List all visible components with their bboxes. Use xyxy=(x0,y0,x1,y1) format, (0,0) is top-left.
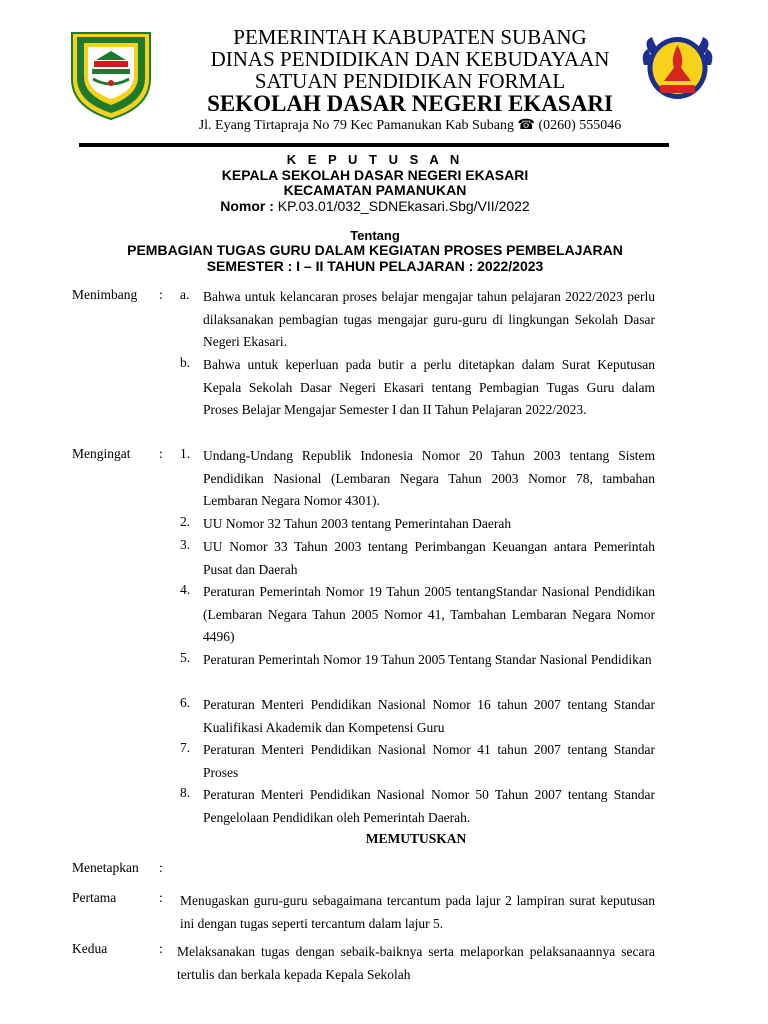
decree-number-label: Nomor : xyxy=(220,198,274,214)
letterhead-school-name: SEKOLAH DASAR NEGERI EKASARI xyxy=(207,91,613,116)
menimbang-label: Menimbang xyxy=(72,287,138,302)
menimbang-item-number: a. xyxy=(180,287,190,302)
letterhead-government: PEMERINTAH KABUPATEN SUBANG xyxy=(233,25,587,49)
letterhead-address-line xyxy=(150,117,670,134)
decree-subject-line2: SEMESTER : I – II TAHUN PELAJARAN : 2022/2023 xyxy=(206,258,544,274)
mengingat-item-text: Peraturan Menteri Pendidikan Nasional Nomor 16 tahun 2007 tentang Standar Kualifikasi Akademik dan Kompetensi Guru xyxy=(203,697,655,735)
telephone-icon: ☎ xyxy=(517,118,535,133)
subang-regency-emblem-icon xyxy=(68,27,154,121)
mengingat-item-number: 3. xyxy=(180,537,191,552)
address-text: Jl. Eyang Tirtapraja No 79 Kec Pamanukan Kab Subang xyxy=(198,118,515,133)
mengingat-item-number: 1. xyxy=(180,446,191,461)
decree-number-value: KP.03.01/032_SDNEkasari.Sbg/VII/2022 xyxy=(273,198,530,214)
mengingat-item-text: Undang-Undang Republik Indonesia Nomor 20 Tahun 2003 tentang Sistem Pendidikan Nasional (Lembaran Negara Tahun 2003 Nomor 78, tambahan Lembaran Negara Nomor 4301). xyxy=(203,448,655,509)
decree-about-label: Tentang xyxy=(350,228,400,243)
mengingat-colon: : xyxy=(159,446,163,461)
menimbang-colon: : xyxy=(159,287,163,302)
mengingat-item-text: Peraturan Menteri Pendidikan Nasional Nomor 41 tahun 2007 tentang Standar Proses xyxy=(203,742,655,780)
memutuskan-heading: MEMUTUSKAN xyxy=(365,831,467,846)
phone-number: (0260) 555046 xyxy=(538,118,622,133)
mengingat-item-text: UU Nomor 33 Tahun 2003 tentang Perimbangan Keuangan antara Pemerintah Pusat dan Daerah xyxy=(203,539,655,577)
kedua-text: Melaksanakan tugas dengan sebaik-baiknya serta melaporkan pelaksanaannya secara tertulis dan berkala kepada Kepala Sekolah xyxy=(177,944,655,982)
letterhead-department: DINAS PENDIDIKAN DAN KEBUDAYAAN xyxy=(210,47,610,71)
mengingat-item-text: Peraturan Pemerintah Nomor 19 Tahun 2005 Tentang Standar Nasional Pendidikan xyxy=(203,652,652,667)
pertama-colon: : xyxy=(159,890,163,905)
mengingat-item-number: 7. xyxy=(180,740,191,755)
letterhead-unit: SATUAN PENDIDIKAN FORMAL xyxy=(254,69,566,93)
mengingat-label: Mengingat xyxy=(72,446,131,461)
mengingat-item-text: UU Nomor 32 Tahun 2003 tentang Pemerintahan Daerah xyxy=(203,516,512,531)
pertama-label: Pertama xyxy=(72,890,117,905)
kedua-colon: : xyxy=(159,941,163,956)
mengingat-item-number: 2. xyxy=(180,514,191,529)
menetapkan-colon: : xyxy=(159,860,163,875)
menetapkan-label: Menetapkan xyxy=(72,860,139,875)
decree-number xyxy=(80,198,670,214)
letterhead-divider xyxy=(79,143,669,147)
pertama-text: Menugaskan guru-guru sebagaimana tercantum pada lajur 2 lampiran surat keputusan ini dengan tugas seperti tercantum dalam lajur 5. xyxy=(180,893,655,931)
kedua-label: Kedua xyxy=(72,941,108,956)
decree-issuer: KEPALA SEKOLAH DASAR NEGERI EKASARI xyxy=(221,167,529,183)
decree-subject-line1: PEMBAGIAN TUGAS GURU DALAM KEGIATAN PROSES PEMBELAJARAN xyxy=(127,242,623,258)
mengingat-item-text: Peraturan Menteri Pendidikan Nasional Nomor 50 Tahun 2007 tentang Standar Pengelolaan Pendidikan oleh Pemerintah Daerah. xyxy=(203,787,655,825)
menimbang-item-number: b. xyxy=(180,355,191,370)
mengingat-item-text: Peraturan Pemerintah Nomor 19 Tahun 2005 tentangStandar Nasional Pendidikan (Lembaran Negara Tahun 2005 Nomor 41, Tambahan Lembaran Negara Nomor 4496) xyxy=(203,584,655,645)
decree-title: K E P U T U S A N xyxy=(286,152,464,167)
mengingat-item-number: 6. xyxy=(180,695,191,710)
menimbang-item-text: Bahwa untuk keperluan pada butir a perlu ditetapkan dalam Surat Keputusan Kepala Sekolah Dasar Negeri Ekasari tentang Pembagian Tugas Guru dalam Proses Belajar Mengajar Semester I dan II Tahun Pelajaran 2022/2023. xyxy=(203,357,655,418)
decree-district: KECAMATAN PAMANUKAN xyxy=(283,182,467,198)
mengingat-item-number: 8. xyxy=(180,785,191,800)
mengingat-item-number: 4. xyxy=(180,582,191,597)
menimbang-item-text: Bahwa untuk kelancaran proses belajar mengajar tahun pelajaran 2022/2023 perlu dilaksanakan pembagian tugas mengajar guru-guru di lingkungan Sekolah Dasar Negeri Ekasari. xyxy=(203,289,655,350)
mengingat-item-number: 5. xyxy=(180,650,191,665)
